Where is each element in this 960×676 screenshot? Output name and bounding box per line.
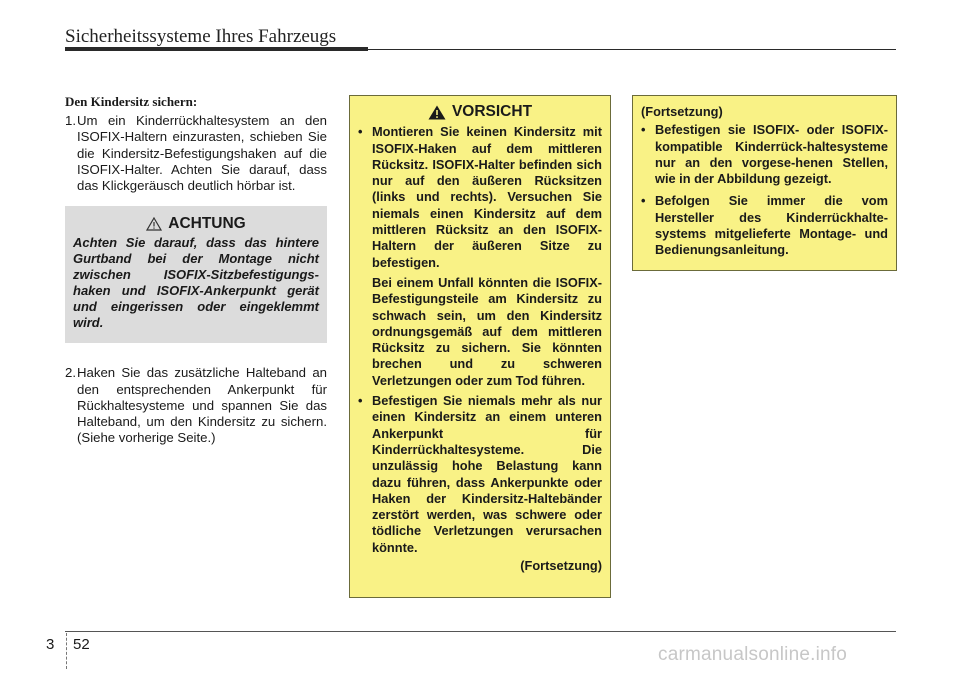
step-number: 1. — [65, 113, 76, 129]
bullet-paragraph: Bei einem Unfall könnten die ISOFIX-Befestigungsteile am Kindersitz zu schwach sein, um den Kindersitz ordnungsgemäß auf dem mittleren Rücksitz zu sichern. Sie könnten brechen und zu schweren Verletzungen oder zum Tod führen. — [372, 274, 602, 388]
fortsetzung-bullet-2 — [641, 193, 888, 258]
vorsicht-bullet-1 — [358, 124, 602, 389]
step-2 — [65, 365, 327, 446]
header-rule-thick — [65, 47, 368, 51]
bullet-text: Befestigen sie ISOFIX- oder ISOFIX-kompatible Kinderrück-haltesysteme nur an den vorgese-henen Stellen, wie in der Abbildung gezeigt. — [655, 122, 888, 187]
vorsicht-title: VORSICHT — [451, 103, 533, 120]
achtung-text: Achten Sie darauf, dass das hintere Gurtband bei der Montage nicht zwischen ISOFIX-Sitzbefestigungs-haken und ISOFIX-Ankerpunkt gerät und eingerissen oder eingeklemmt wird. — [73, 235, 319, 331]
step-number: 2. — [65, 365, 76, 381]
page-number: 52 — [73, 636, 90, 653]
left-column — [65, 94, 327, 446]
vorsicht-box — [349, 95, 611, 598]
fortsetzung-title: (Fortsetzung) — [641, 104, 723, 119]
step-text: Um ein Kinderrückhaltesystem an den ISOFIX-Haltern einzurasten, schieben Sie die Kindersitz-Befestigungshaken auf die ISOFIX-Halter. Achten Sie darauf, dass das Klickgeräusch deutlich hörbar ist. — [77, 113, 327, 194]
bullet-text: Montieren Sie keinen Kindersitz mit ISOFIX-Haken auf dem mittleren Rücksitz. ISOFIX-Halter befinden sich nur auf den äußeren Rücksitzen (links und rechts). Versuchen Sie niemals einen Kindersitz auf dem mittleren Rücksitz an den ISOFIX-Haltern der äußeren Sitze zu befestigen. — [372, 124, 602, 270]
step-1 — [65, 113, 327, 194]
warning-icon — [146, 217, 162, 231]
section-heading: Den Kindersitz sichern: — [65, 94, 198, 109]
chapter-number: 3 — [46, 636, 55, 653]
bullet-dot: • — [641, 122, 646, 138]
bullet-dot: • — [641, 193, 646, 209]
achtung-title: ACHTUNG — [168, 215, 246, 233]
page-header-title: Sicherheitssysteme Ihres Fahrzeugs — [65, 26, 337, 47]
bullet-text: Befolgen Sie immer die vom Hersteller des Kinderrückhalte-systems mitgelieferte Montage- und Bedienungsanleitung. — [655, 193, 888, 258]
header-rule-thin — [368, 49, 896, 50]
achtung-box — [65, 206, 327, 343]
bullet-dot: • — [358, 124, 363, 140]
footer-rule — [65, 631, 896, 632]
achtung-header — [73, 216, 319, 232]
bullet-dot: • — [358, 393, 363, 409]
continued-label: (Fortsetzung) — [520, 558, 602, 574]
watermark-text: carmanualsonline.info — [658, 644, 848, 665]
vorsicht-bullet-2 — [358, 393, 602, 574]
step-text: Haken Sie das zusätzliche Halteband an den entsprechenden Ankerpunkt für Rückhaltesysteme und spannen Sie das Halteband, um den Kindersitz zu sichern. (Siehe vorherige Seite.) — [77, 365, 327, 446]
fortsetzung-box — [632, 95, 897, 271]
footer-separator — [66, 633, 67, 669]
vorsicht-header — [358, 104, 602, 120]
fortsetzung-bullet-1 — [641, 122, 888, 187]
bullet-text: Befestigen Sie niemals mehr als nur einen Kindersitz an einem unteren Ankerpunkt für Kinderrückhaltesysteme. Die unzulässig hohe Belastung kann dazu führen, dass Ankerpunkte oder Haken der Kindersitz-Haltebänder zerstört werden, was schwere oder tödliche Verletzungen verursachen könnte. — [372, 393, 602, 555]
warning-icon — [428, 105, 446, 120]
